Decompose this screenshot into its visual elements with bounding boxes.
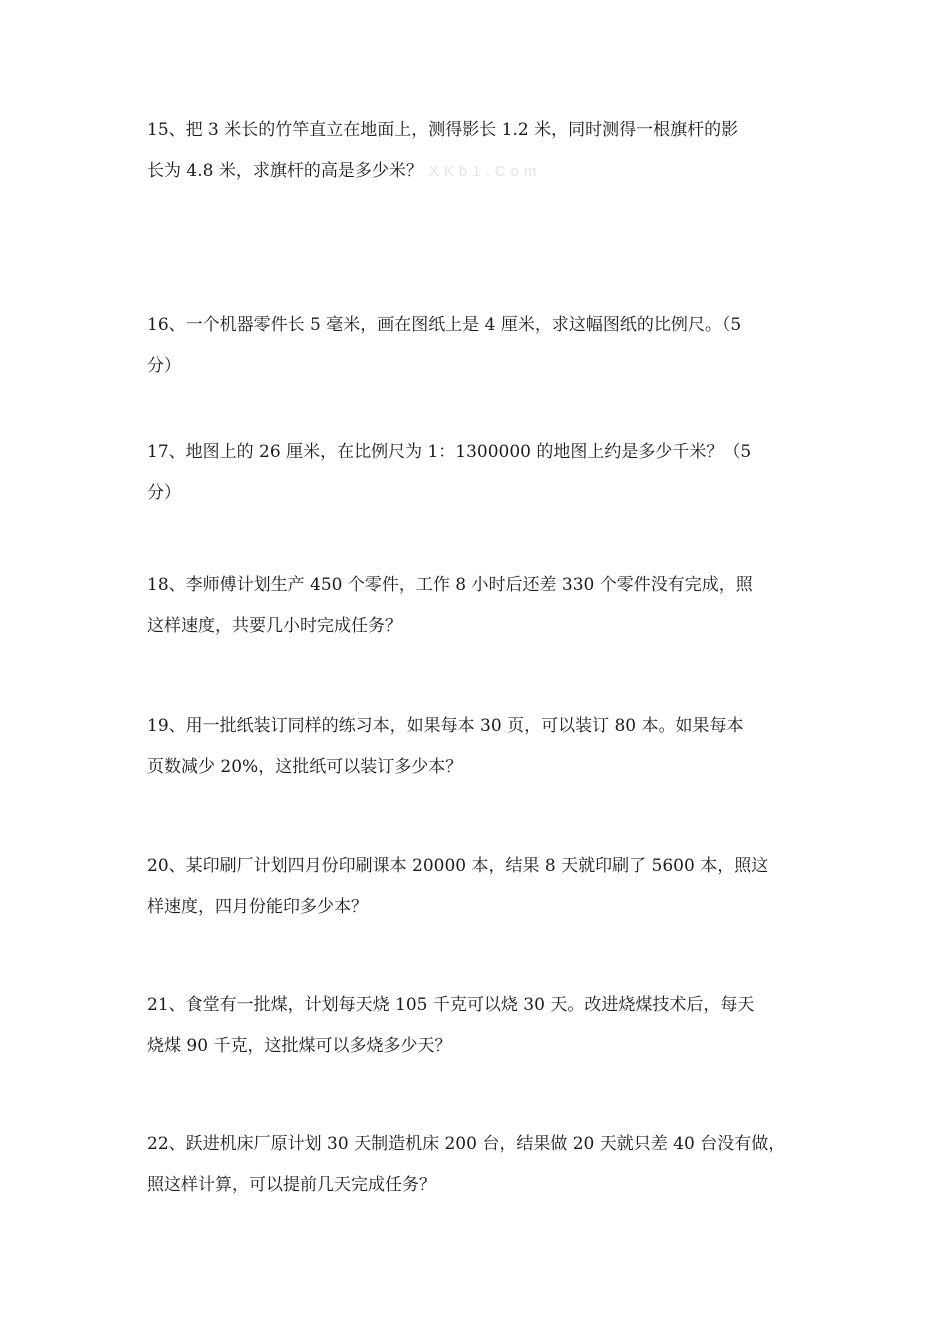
question-18 <box>147 565 812 647</box>
question-15-line-2 <box>147 151 812 192</box>
question-16-line-1: 16、一个机器零件长 5 毫米，画在图纸上是 4 厘米，求这幅图纸的比例尺。（5 <box>147 315 742 335</box>
question-15-line-1: 15、把 3 米长的竹竿直立在地面上，测得影长 1.2 米，同时测得一根旗杆的影 <box>147 120 739 140</box>
question-19-line-2: 页数减少 20%，这批纸可以装订多少本？ <box>147 757 463 777</box>
question-20-line-1: 20、某印刷厂计划四月份印刷课本 20000 本，结果 8 天就印刷了 5600 本，照这 <box>147 856 769 876</box>
question-20 <box>147 846 812 928</box>
question-20-line-2: 样速度，四月份能印多少本？ <box>147 897 368 917</box>
question-15-line-2-text: 长为 4.8 米，求旗杆的高是多少米？ <box>147 161 423 181</box>
question-22 <box>147 1124 812 1206</box>
question-15 <box>147 110 812 192</box>
question-21-line-2: 烧煤 90 千克，这批煤可以多烧多少天？ <box>147 1036 452 1056</box>
question-19 <box>147 706 812 788</box>
question-17-line-2: 分） <box>147 483 181 503</box>
question-17 <box>147 432 812 514</box>
question-21 <box>147 985 812 1067</box>
question-22-line-1: 22、跃进机床厂原计划 30 天制造机床 200 台，结果做 20 天就只差 40 台没有做， <box>147 1134 786 1154</box>
question-16 <box>147 305 812 387</box>
question-19-line-1: 19、用一批纸装订同样的练习本，如果每本 30 页，可以装订 80 本。如果每本 <box>147 716 744 736</box>
question-21-line-1: 21、食堂有一批煤，计划每天烧 105 千克可以烧 30 天。改进烧煤技术后，每天 <box>147 995 755 1015</box>
question-22-line-2: 照这样计算，可以提前几天完成任务？ <box>147 1175 436 1195</box>
question-17-line-1: 17、地图上的 26 厘米，在比例尺为 1：1300000 的地图上约是多少千米？（5 <box>147 442 752 462</box>
question-18-line-2: 这样速度，共要几小时完成任务？ <box>147 616 402 636</box>
watermark-text: XKb1.Com <box>428 163 542 180</box>
question-18-line-1: 18、李师傅计划生产 450 个零件，工作 8 小时后还差 330 个零件没有完成，照 <box>147 575 753 595</box>
question-16-line-2: 分） <box>147 356 181 376</box>
